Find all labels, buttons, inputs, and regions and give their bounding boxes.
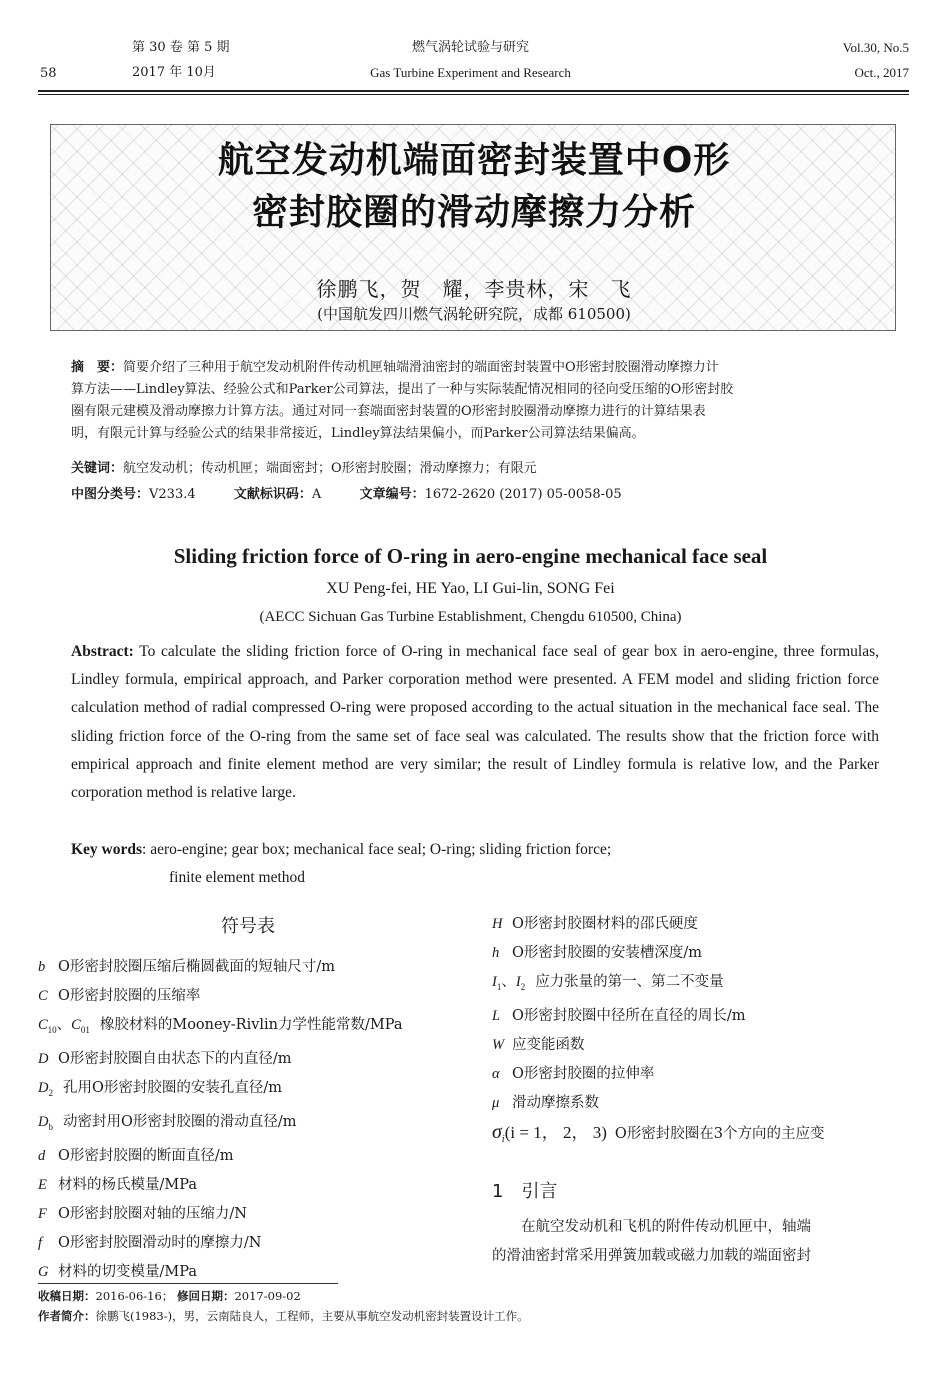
symbol-description: 橡胶材料的Mooney-Rivlin力学性能常数/MPa bbox=[99, 1017, 403, 1033]
symbol-description: O形密封胶圈的安装槽深度/m bbox=[512, 945, 703, 961]
symbol-letter: h bbox=[492, 945, 500, 961]
symbol-letter: I bbox=[492, 974, 497, 990]
sigma-desc: O形密封胶圈在3个方向的主应变 bbox=[614, 1125, 825, 1142]
symbol-letter: α bbox=[492, 1065, 500, 1082]
footnote-dates bbox=[38, 1287, 301, 1305]
symbol-letter: D bbox=[38, 1050, 49, 1067]
volume-cn: 第 30 卷 第 5 期 bbox=[132, 40, 230, 55]
author-bio-label: 作者简介： bbox=[38, 1309, 96, 1323]
doc-code-value: A bbox=[311, 487, 322, 502]
symbol-sigma-row bbox=[492, 1118, 922, 1155]
intro-line: 在航空发动机和飞机的附件传动机匣中，轴端 bbox=[521, 1219, 811, 1235]
classification-line bbox=[71, 484, 881, 506]
symbol-letter: G bbox=[38, 1263, 49, 1280]
section-1-text bbox=[492, 1213, 910, 1271]
symbol-letter: f bbox=[38, 1234, 43, 1251]
symbol-row bbox=[492, 910, 922, 939]
symbol-subscript: 10 bbox=[47, 1024, 57, 1035]
abstract-cn-label: 摘 要： bbox=[71, 360, 124, 375]
keywords-cn bbox=[71, 458, 881, 480]
symbol-row bbox=[492, 968, 922, 1002]
article-id-value: 1672-2620 (2017) 05-0058-05 bbox=[424, 487, 622, 502]
symbol-row bbox=[38, 1011, 468, 1045]
running-header bbox=[0, 0, 941, 96]
symbol-letter: F bbox=[38, 1205, 47, 1222]
date-en: Oct., 2017 bbox=[854, 65, 909, 80]
abstract-cn-line: 简要介绍了三种用于航空发动机附件传动机匣轴端滑油密封的端面密封装置中O形密封胶圈滑动摩擦力计 bbox=[123, 360, 719, 375]
symbol-letter: I bbox=[515, 974, 521, 990]
symbol-letter: C bbox=[38, 988, 48, 1004]
header-rule-thick bbox=[38, 90, 909, 92]
symbol-letter: b bbox=[38, 959, 46, 975]
keywords-cn-label: 关键词： bbox=[71, 461, 124, 476]
symbol-description: O形密封胶圈的断面直径/m bbox=[58, 1147, 234, 1164]
keywords-en-label: Key words bbox=[71, 841, 143, 858]
received-label: 收稿日期： bbox=[38, 1289, 96, 1303]
symbol-row bbox=[492, 939, 922, 968]
symbol-row bbox=[38, 1171, 468, 1200]
symbol-description: 孔用O形密封胶圈的安装孔直径/m bbox=[62, 1079, 283, 1096]
symbol-row bbox=[38, 1142, 468, 1171]
symbol-description: O形密封胶圈材料的邵氏硬度 bbox=[512, 916, 698, 932]
symbol-letter: W bbox=[492, 1036, 505, 1053]
symbol-letter: μ bbox=[492, 1094, 500, 1111]
symbol-subscript: b bbox=[48, 1121, 53, 1132]
abstract-en-text: To calculate the sliding friction force of O-ring in mechanical face seal of gear box in aero-engine, three formulas, Lindley formula, empirical approach, and Parker corporation method were presented. A FEM model and sliding friction force calculation method of radial compressed O-ring were proposed according to the actual situation in the mechanical face seal. The sliding friction force of the O-ring from the same set of face seal was calculated. The results show that the friction force with empirical approach and finite element method are very similar; the result of Lindley formula is relative low, and the Parker corporation method is relative large. bbox=[71, 643, 879, 802]
symbol-description: O形密封胶圈中径所在直径的周长/m bbox=[512, 1007, 746, 1024]
symbol-letter: H bbox=[492, 916, 503, 932]
symbol-description: 动密封用O形密封胶圈的滑动直径/m bbox=[62, 1113, 297, 1130]
sigma-subscript: i bbox=[501, 1134, 505, 1145]
symbol-row bbox=[38, 982, 468, 1011]
symbol-subscript: 1 bbox=[496, 981, 502, 992]
symbol-description: O形密封胶圈的压缩率 bbox=[58, 988, 201, 1004]
sigma-symbol: σ bbox=[492, 1120, 502, 1143]
symbol-subscript: 01 bbox=[80, 1024, 90, 1035]
symbol-description: 应力张量的第一、第二不变量 bbox=[535, 974, 724, 990]
date-cn: 2017 年 10月 bbox=[132, 65, 216, 80]
symbol-row bbox=[492, 1089, 922, 1118]
symbol-letter: D bbox=[38, 1113, 49, 1130]
section-1-title: 1 引言 bbox=[492, 1181, 558, 1202]
symbol-row bbox=[38, 1074, 468, 1108]
symbol-separator: 、 bbox=[56, 1017, 72, 1033]
symbol-letter: L bbox=[492, 1007, 501, 1024]
symbol-separator: 、 bbox=[501, 974, 516, 990]
title-box bbox=[50, 124, 896, 331]
article-id-label: 文章编号： bbox=[359, 487, 425, 502]
footnote-author bbox=[38, 1307, 529, 1325]
abstract-en-label: Abstract: bbox=[71, 643, 134, 660]
symbols-list-left bbox=[38, 953, 468, 1287]
symbol-row bbox=[38, 1108, 468, 1142]
symbol-subscript: 2 bbox=[520, 981, 526, 992]
symbol-description: O形密封胶圈自由状态下的内直径/m bbox=[58, 1050, 292, 1067]
symbol-row bbox=[38, 1045, 468, 1074]
authors-cn: 徐鹏飞，贺 耀，李贵林，宋 飞 bbox=[316, 277, 632, 301]
symbol-letter: C bbox=[38, 1017, 48, 1033]
symbol-row bbox=[492, 1031, 922, 1060]
symbol-letter: C bbox=[71, 1017, 81, 1033]
title-cn-line1: 航空发动机端面密封装置中O形 bbox=[217, 140, 731, 181]
abstract-cn bbox=[71, 357, 881, 445]
doc-code-label: 文献标识码： bbox=[233, 487, 312, 502]
clc-value: V233.4 bbox=[149, 487, 196, 502]
title-cn-line2: 密封胶圈的滑动摩擦力分析 bbox=[251, 192, 696, 233]
abstract-cn-line: 圈有限元建模及滑动摩擦力计算方法。通过对同一套端面密封装置的O形密封胶圈滑动摩擦力进行的计算结果表 bbox=[71, 404, 706, 419]
symbol-row bbox=[492, 1060, 922, 1089]
abstract-cn-line: 明，有限元计算与经验公式的结果非常接近，Lindley算法结果偏小，而Parker公司算法结果偏高。 bbox=[71, 426, 645, 441]
revised-label: 修回日期： bbox=[176, 1289, 235, 1303]
symbol-row bbox=[38, 1200, 468, 1229]
symbol-description: O形密封胶圈滑动时的摩擦力/N bbox=[58, 1234, 262, 1251]
keywords-en-line1: : aero-engine; gear box; mechanical face seal; O-ring; sliding friction force; bbox=[142, 841, 612, 858]
keywords-cn-text: 航空发动机；传动机匣；端面密封；O形密封胶圈；滑动摩擦力；有限元 bbox=[123, 461, 537, 476]
abstract-en bbox=[71, 638, 879, 807]
symbols-title: 符号表 bbox=[221, 916, 275, 937]
intro-line: 的滑油密封常采用弹簧加载或磁力加载的端面密封 bbox=[492, 1248, 811, 1264]
affiliation-cn: (中国航发四川燃气涡轮研究院，成都 610500) bbox=[317, 305, 631, 323]
keywords-en bbox=[71, 836, 879, 892]
symbol-row bbox=[38, 1229, 468, 1258]
journal-title-cn: 燃气涡轮试验与研究 bbox=[411, 40, 529, 55]
authors-en: XU Peng-fei, HE Yao, LI Gui-lin, SONG Fei bbox=[326, 580, 615, 597]
symbol-letter: E bbox=[38, 1176, 47, 1193]
clc-label: 中图分类号： bbox=[71, 487, 150, 502]
symbol-letter: d bbox=[38, 1147, 46, 1164]
affiliation-en: (AECC Sichuan Gas Turbine Establishment, Chengdu 610500, China) bbox=[259, 609, 682, 625]
symbol-row bbox=[38, 953, 468, 982]
symbol-description: O形密封胶圈压缩后椭圆截面的短轴尺寸/m bbox=[58, 959, 336, 975]
keywords-en-line2: finite element method bbox=[169, 869, 306, 886]
page-number: 58 bbox=[40, 66, 57, 81]
header-rule-thin bbox=[38, 94, 909, 95]
revised-date: 2017-09-02 bbox=[234, 1289, 301, 1303]
symbol-description: O形密封胶圈对轴的压缩力/N bbox=[58, 1205, 247, 1222]
symbol-description: O形密封胶圈的拉伸率 bbox=[512, 1065, 655, 1082]
symbol-description: 材料的切变模量/MPa bbox=[58, 1263, 197, 1280]
volume-en: Vol.30, No.5 bbox=[842, 40, 909, 55]
symbol-letter: D bbox=[38, 1079, 49, 1096]
symbol-row bbox=[492, 1002, 922, 1031]
symbols-list-right bbox=[492, 910, 922, 1155]
symbol-description: 材料的杨氏模量/MPa bbox=[58, 1176, 197, 1193]
journal-title-en: Gas Turbine Experiment and Research bbox=[370, 65, 571, 80]
symbol-description: 应变能函数 bbox=[512, 1036, 585, 1053]
title-en: Sliding friction force of O-ring in aero-engine mechanical face seal bbox=[173, 544, 768, 568]
symbol-subscript: 2 bbox=[48, 1087, 53, 1098]
abstract-cn-line: 算方法——Lindley算法、经验公式和Parker公司算法，提出了一种与实际装配情况相同的径向受压缩的O形密封胶 bbox=[71, 382, 734, 397]
footnote-rule bbox=[38, 1283, 338, 1284]
symbol-description: 滑动摩擦系数 bbox=[512, 1094, 599, 1111]
received-date: 2016-06-16； bbox=[95, 1289, 174, 1303]
sigma-args: (i = 1， 2， 3) bbox=[504, 1122, 607, 1142]
author-bio-text: 徐鹏飞(1983-)，男，云南陆良人，工程师，主要从事航空发动机密封装置设计工作。 bbox=[95, 1309, 529, 1323]
